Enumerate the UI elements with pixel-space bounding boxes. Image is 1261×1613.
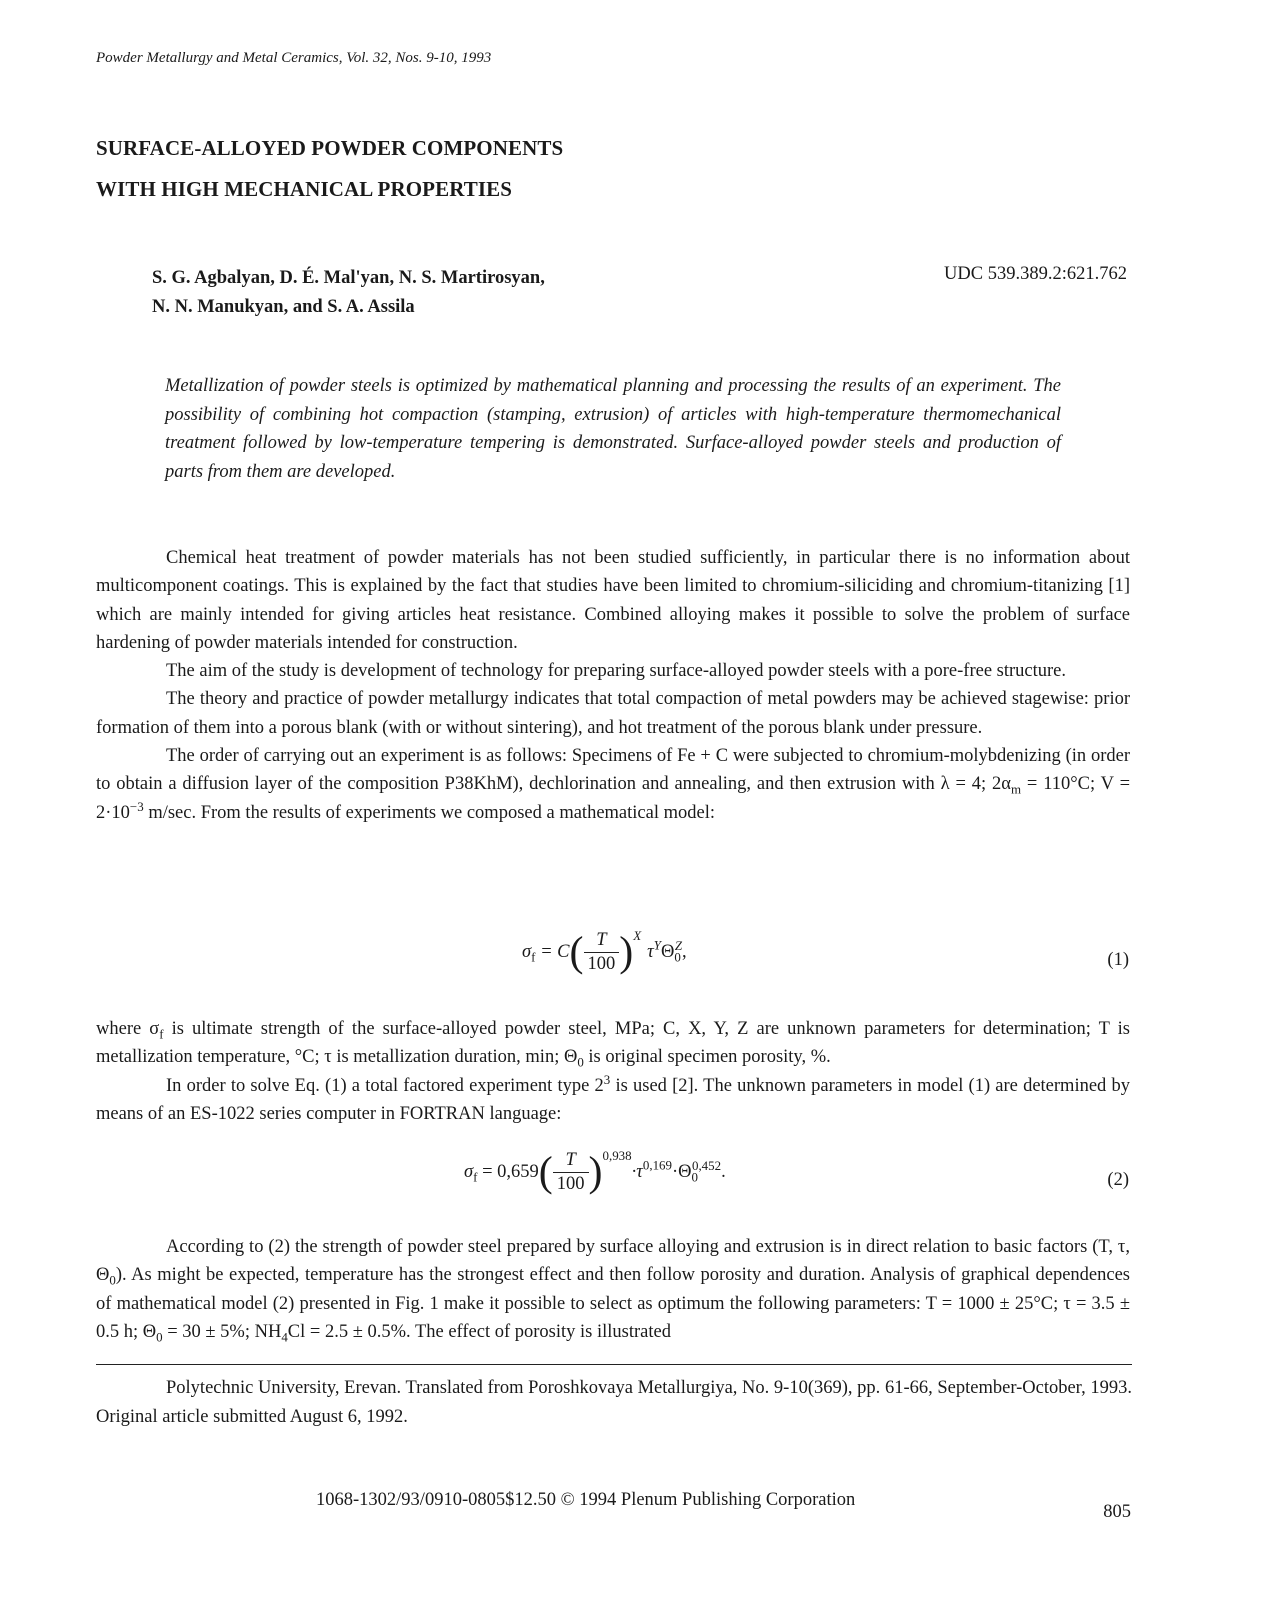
paragraph-1: Chemical heat treatment of powder materials has not been studied sufficiently, in particular there is no information about multicomponent coatings. This is explained by the fact that studies have been limited to chromium-siliciding and chromium-titanizing [1] which are mainly intended for giving articles heat resistance. Combined alloying makes it possible to solve the problem of surface hardening of powder materials intended for construction. [96, 548, 1130, 653]
paragraph-6: In order to solve Eq. (1) a total factored experiment type $2^3$ is used [2]. The unknown parameters in model (1) are determined by means of an ES-1022 series computer in FORTRAN language: [96, 1071, 1130, 1124]
paragraph-2: The aim of the study is development of technology for preparing surface-alloyed powder steels with a pore-free structure. [166, 661, 1067, 682]
authors-line-2: N. N. Manukyan, and S. A. Assila [152, 297, 415, 317]
equation-2-number: (2) [1107, 1170, 1129, 1190]
article-title [96, 128, 563, 210]
title-line-2: WITH HIGH MECHANICAL PROPERTIES [96, 177, 513, 201]
authors-line-1: S. G. Agbalyan, D. É. Mal'yan, N. S. Martirosyan, [152, 268, 545, 288]
equation-1-number: (1) [1107, 950, 1129, 970]
authors [152, 264, 545, 322]
footnote-text: Polytechnic University, Erevan. Translated from Poroshkovaya Metallurgiya, No. 9-10(369), pp. 61-66, September-October, 1993. Original article submitted August 6, 1992. [96, 1378, 1132, 1427]
paragraph-5: where $\sigma_f$ is ultimate strength of the surface-alloyed powder steel, MPa; C, X, Y, Z are unknown parameters for determination; T is metallization temperature, °C; τ is metallization duration, min; $\Theta_0$ is original specimen porosity, %. [96, 1019, 1130, 1070]
body-text-bottom [96, 1233, 1130, 1346]
paragraph-4: The order of carrying out an experiment is as follows: Specimens of Fe + C were subjected to chromium-molybdenizing (in order to obtain a diffusion layer of the composition P38KhM), dechlorination and annealing, and then extrusion with λ = 4; $2\alpha_m = 110^\circ C$; $V = 2\cdot 10^{-3}$ m/sec. From the results of experiments we composed a mathematical model: [96, 746, 1131, 823]
udc-code: UDC 539.389.2:621.762 [944, 264, 1127, 284]
equation-2: $\sigma_f = 0,659$( $\frac{T}{100}$ )$^{0,938}\cdot\tau^{0,169}\cdot\Theta_0^{0,452}$. [464, 1147, 726, 1196]
body-text-middle [96, 1015, 1130, 1128]
paragraph-3: The theory and practice of powder metallurgy indicates that total compaction of metal powders may be achieved stagewise: prior formation of them into a porous blank (with or without sintering), and hot treatment of the porous blank under pressure. [96, 689, 1130, 738]
footnote-divider [96, 1364, 1132, 1365]
footnote [96, 1374, 1132, 1431]
page-number: 805 [1103, 1502, 1131, 1522]
equation-1: $\sigma_f = C$( $\frac{T}{100}$ )$^X\tau^Y\Theta_0^Z$, [522, 927, 687, 976]
abstract: Metallization of powder steels is optimized by mathematical planning and processing the results of an experiment. The possibility of combining hot compaction (stamping, extrusion) of articles with high-temperature thermomechanical treatment followed by low-temperature tempering is demonstrated. Surface-alloyed powder steels and production of parts from them are developed. [165, 376, 1061, 482]
copyright-line: 1068-1302/93/0910-0805$12.50 © 1994 Plenum Publishing Corporation [316, 1490, 856, 1510]
journal-header: Powder Metallurgy and Metal Ceramics, Vol. 32, Nos. 9-10, 1993 [96, 50, 492, 66]
paragraph-7: According to (2) the strength of powder steel prepared by surface alloying and extrusion is in direct relation to basic factors (T, τ, $\Theta_0$). As might be expected, temperature has the strongest effect and then follow porosity and duration. Analysis of graphical dependences of mathematical model (2) presented in Fig. 1 make it possible to select as optimum the following parameters: T = 1000 ± 25°C; τ = 3.5 ± 0.5 h; $\Theta_0 = 30 \pm 5\%$; $NH_4Cl = 2.5 \pm 0.5\%$. The effect of porosity is illustrated [96, 1237, 1130, 1345]
body-text-top [96, 544, 1130, 827]
title-line-1: SURFACE-ALLOYED POWDER COMPONENTS [96, 136, 564, 160]
